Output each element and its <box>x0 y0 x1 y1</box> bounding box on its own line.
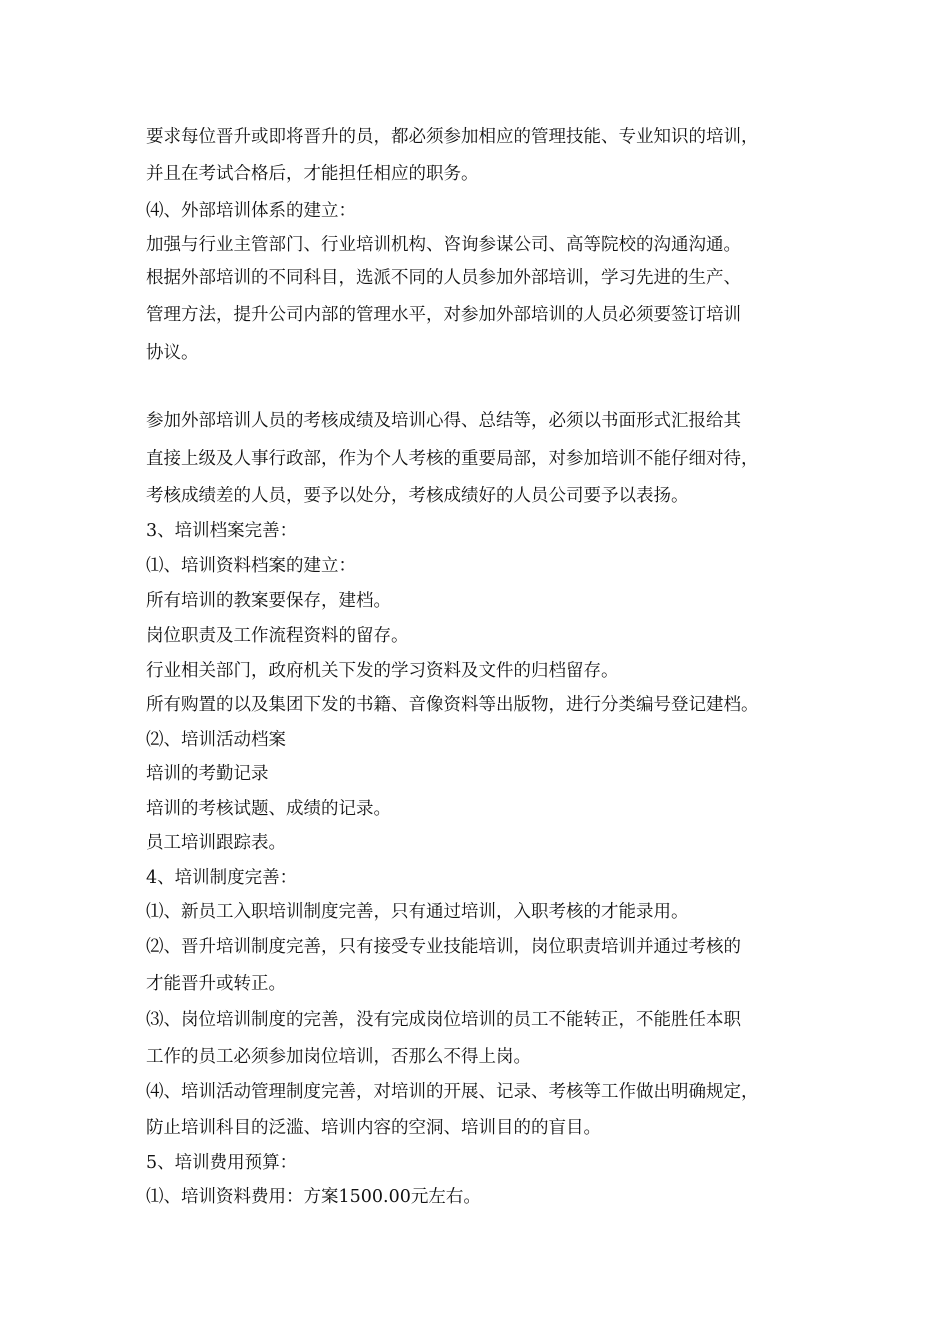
section-heading: ⑴、培训资料档案的建立： <box>146 556 356 576</box>
section-heading: ⑷、外部培训体系的建立： <box>146 201 356 221</box>
paragraph-line: 要求每位晋升或即将晋升的员，都必须参加相应的管理技能、专业知识的培训， <box>146 127 759 147</box>
paragraph-line: 管理方法，提升公司内部的管理水平，对参加外部培训的人员必须要签订培训 <box>146 305 741 325</box>
paragraph-line: 直接上级及人事行政部，作为个人考核的重要局部，对参加培训不能仔细对待， <box>146 449 759 469</box>
section-heading: 4、培训制度完善： <box>146 868 298 888</box>
paragraph-line: 员工培训跟踪表。 <box>146 833 286 853</box>
paragraph-line: ⑴、新员工入职培训制度完善，只有通过培训，入职考核的才能录用。 <box>146 902 689 922</box>
paragraph-line: 才能晋升或转正。 <box>146 974 286 994</box>
paragraph-line: 岗位职责及工作流程资料的留存。 <box>146 626 409 646</box>
section-heading: 5、培训费用预算： <box>146 1153 298 1173</box>
paragraph-line: 协议。 <box>146 343 199 363</box>
paragraph-line: ⑴、培训资料费用：方案1500.00元左右。 <box>146 1187 481 1207</box>
paragraph-line: ⑵、晋升培训制度完善，只有接受专业技能培训，岗位职责培训并通过考核的 <box>146 937 741 957</box>
section-heading: ⑵、培训活动档案 <box>146 730 286 750</box>
paragraph-line: 参加外部培训人员的考核成绩及培训心得、总结等，必须以书面形式汇报给其 <box>146 411 741 431</box>
paragraph-line: 考核成绩差的人员，要予以处分，考核成绩好的人员公司要予以表扬。 <box>146 486 689 506</box>
paragraph-line: 防止培训科目的泛滥、培训内容的空洞、培训目的的盲目。 <box>146 1118 601 1138</box>
paragraph-line: 根据外部培训的不同科目，选派不同的人员参加外部培训，学习先进的生产、 <box>146 268 741 288</box>
paragraph-line: ⑶、岗位培训制度的完善，没有完成岗位培训的员工不能转正，不能胜任本职 <box>146 1010 741 1030</box>
paragraph-line: 培训的考勤记录 <box>146 764 269 784</box>
paragraph-line: 行业相关部门，政府机关下发的学习资料及文件的归档留存。 <box>146 661 619 681</box>
paragraph-line: ⑷、培训活动管理制度完善，对培训的开展、记录、考核等工作做出明确规定， <box>146 1082 759 1102</box>
paragraph-line: 并且在考试合格后，才能担任相应的职务。 <box>146 164 479 184</box>
paragraph-line: 培训的考核试题、成绩的记录。 <box>146 799 391 819</box>
paragraph-line: 所有购置的以及集团下发的书籍、音像资料等出版物，进行分类编号登记建档。 <box>146 695 759 715</box>
paragraph-line: 工作的员工必须参加岗位培训，否那么不得上岗。 <box>146 1047 531 1067</box>
paragraph-line: 加强与行业主管部门、行业培训机构、咨询参谋公司、高等院校的沟通沟通。 <box>146 235 741 255</box>
paragraph-line: 所有培训的教案要保存，建档。 <box>146 591 391 611</box>
section-heading: 3、培训档案完善： <box>146 521 298 541</box>
